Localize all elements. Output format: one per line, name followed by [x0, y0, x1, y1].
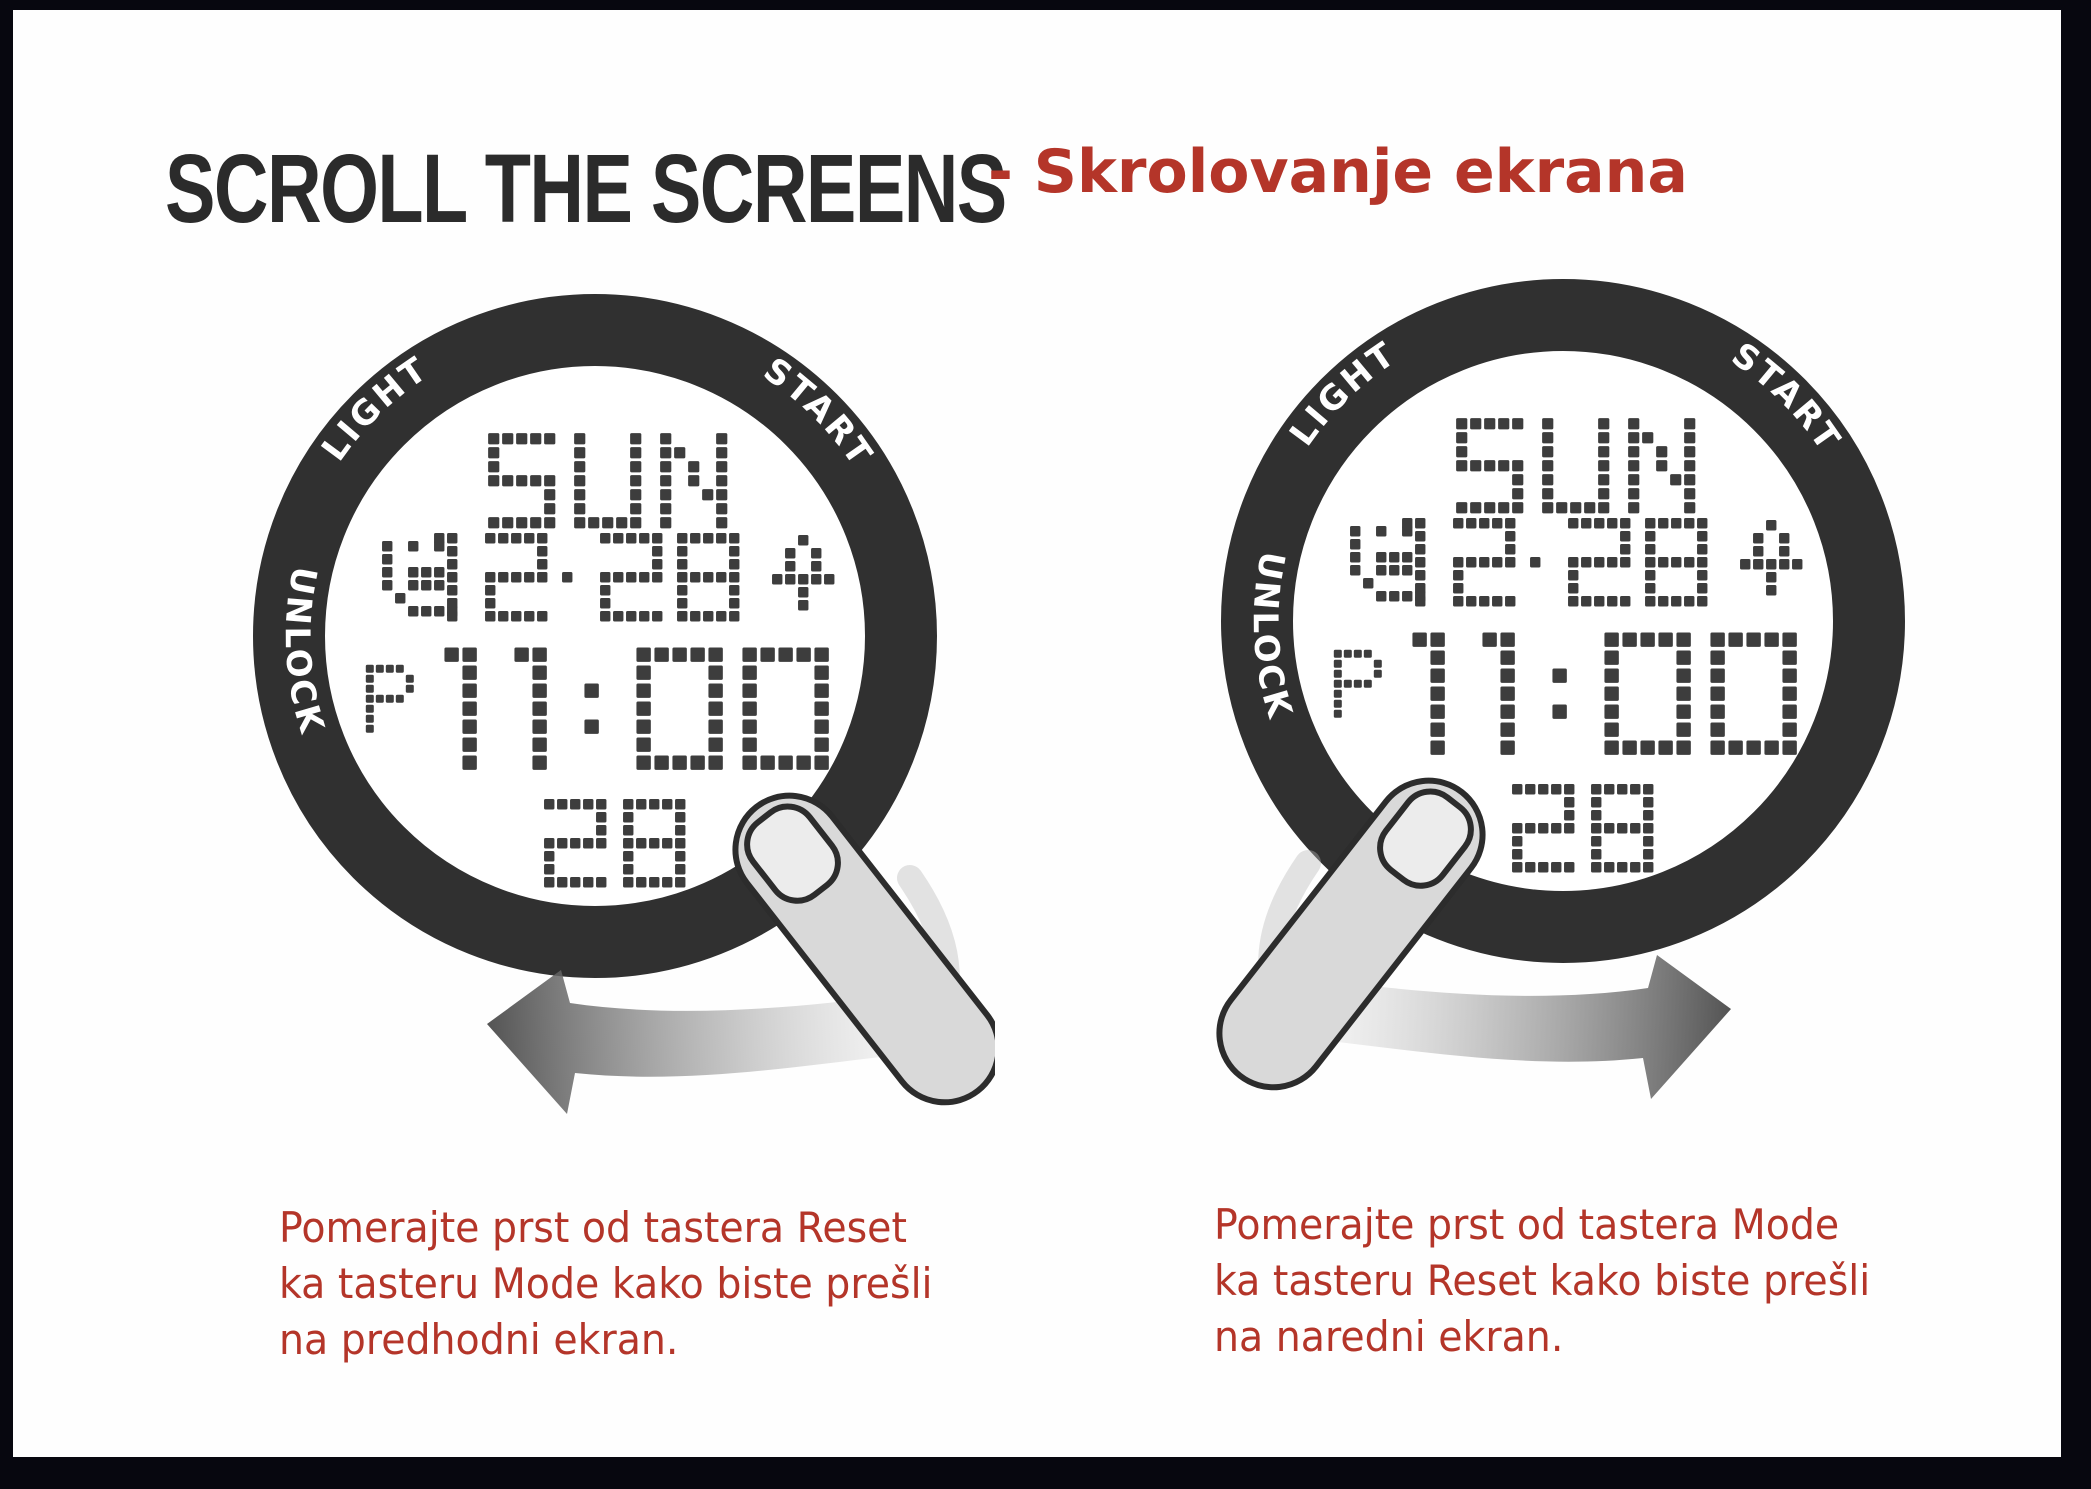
- caption-line: na naredni ekran.: [1214, 1312, 1564, 1361]
- bezel-label-unlock: UNLOCK: [1244, 548, 1301, 725]
- manual-page: [13, 10, 2061, 1457]
- caption-line: Pomerajte prst od tastera Reset: [279, 1203, 907, 1252]
- caption-line: ka tasteru Reset kako biste prešli: [1214, 1256, 1871, 1305]
- bezel-label-light: LIGHT: [314, 348, 437, 469]
- page-title: SCROLL THE SCREENS: [165, 134, 1006, 243]
- watch-figure: [215, 258, 995, 1173]
- bezel-label-start: START: [756, 349, 882, 475]
- caption-line: na predhodni ekran.: [279, 1315, 679, 1364]
- page-subtitle: - Skrolovanje ekrana: [988, 137, 1688, 207]
- watch-face: [1291, 349, 1835, 893]
- caption-left: [279, 1200, 1031, 1368]
- bezel-label-start: START: [1724, 334, 1850, 460]
- watch-illustration-right: [1183, 243, 1963, 1158]
- bezel-label-light: LIGHT: [1282, 333, 1405, 454]
- watch-figure: [1183, 243, 1963, 1158]
- caption-line: Pomerajte prst od tastera Mode: [1214, 1200, 1840, 1249]
- caption-line: ka tasteru Mode kako biste prešli: [279, 1259, 933, 1308]
- caption-right: [1214, 1197, 1966, 1365]
- bezel-label-unlock: UNLOCK: [276, 563, 333, 740]
- watch-illustration-left: [215, 258, 995, 1173]
